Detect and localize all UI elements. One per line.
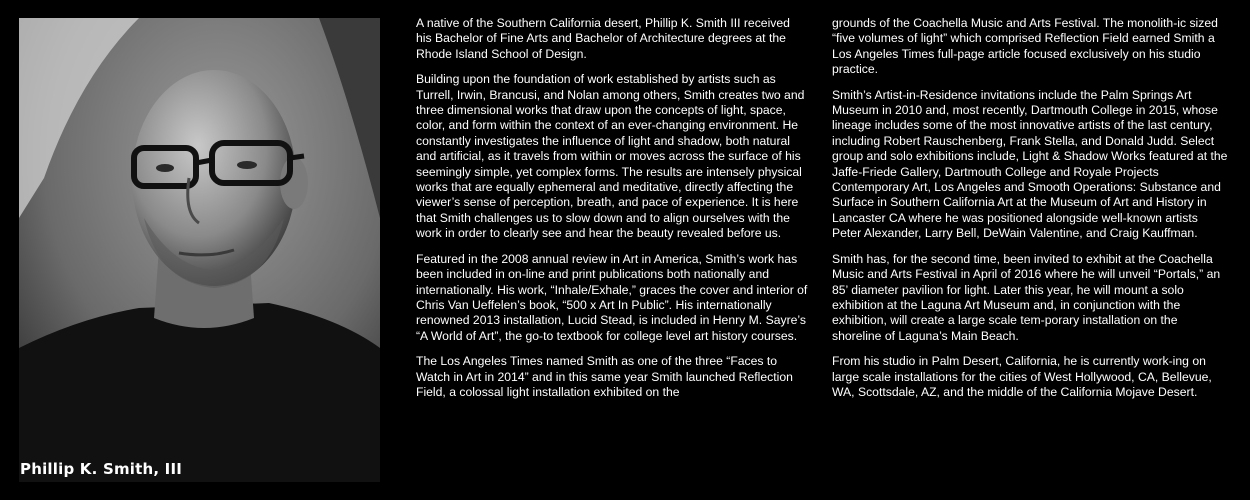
bio-paragraph: A native of the Southern California desert, Phillip K. Smith III received his Bachelor of Fine Arts and Bachelor of Architecture degrees at the Rhode Island School of Design.	[416, 16, 790, 61]
photo-caption: Phillip K. Smith, III	[20, 460, 183, 478]
bio-column-1	[416, 16, 808, 410]
portrait-illustration	[19, 18, 380, 482]
portrait-photo	[19, 18, 380, 482]
bio-paragraph: Smith’s Artist-in-Residence invitations include the Palm Springs Art Museum in 2010 and, most recently, Dartmouth College in 2015, whose lineage includes some of the most innovative artists of the last century, including Robert Rauschenberg, Frank Stella, and Donald Judd. Select group and solo exhibitions include, Light & Shadow Works featured at the Jaffe-Friede Gallery, Dartmouth College and Royale Projects Contemporary Art, Los Angeles and Smooth Operations: Substance and Surface in Southern California Art at the Museum of Art and History in Lancaster CA where he was positioned alongside well-known artists Peter Alexander, Larry Bell, DeWain Valentine, and Craig Kauffman.	[832, 87, 1228, 241]
bio-paragraph: Building upon the foundation of work established by artists such as Turrell, Irwin, Brancusi, and Nolan among others, Smith creates two and three dimensional works that draw upon the concepts of light, space, color, and form within the context of an ever-changing environment. He constantly investigates the influence of light and shadow, both natural and artificial, as it travels from within or moves across the surface of his seemingly simple, yet complex forms. The results are intensely physical works that are equally ephemeral and meditative, directly affecting the viewer’s sense of perception, breath, and pace of experience. It is here that Smith challenges us to slow down and to align ourselves with the work in order to clearly see and hear the beauty revealed before us.	[416, 72, 805, 241]
bio-paragraph: Smith has, for the second time, been invited to exhibit at the Coachella Music and Arts Festival in April of 2016 where he will unveil “Portals,” an 85’ diameter pavilion for light. Later this year, he will mount a solo exhibition at the Laguna Art Museum and, in conjunction with the exhibition, will create a large scale tem-porary installation on the shoreline of Laguna’s Main Beach.	[832, 251, 1221, 343]
bio-column-2	[832, 16, 1228, 410]
bio-paragraph: grounds of the Coachella Music and Arts Festival. The monolith-ic sized “five volumes of light” which comprised Reflection Field earned Smith a Los Angeles Times full-page article focused exclusively on his studio practice.	[832, 16, 1218, 77]
bio-paragraph: The Los Angeles Times named Smith as one of the three “Faces to Watch in Art in 2014” and in this same year Smith launched Reflection Field, a colossal light installation exhibited on the	[416, 354, 793, 399]
bio-paragraph: Featured in the 2008 annual review in Art in America, Smith’s work has been included in on-line and print publications both nationally and internationally. His work, “Inhale/Exhale,” graces the cover and interior of Chris Van Ueffelen’s book, “500 x Art In Public”. His internationally renowned 2013 installation, Lucid Stead, is included in Henry M. Sayre’s “A World of Art”, the go-to textbook for college level art history courses.	[416, 251, 808, 343]
bio-paragraph: From his studio in Palm Desert, California, he is currently work-ing on large scale installations for the cities of West Hollywood, CA, Bellevue, WA, Scottsdale, AZ, and the middle of the California Mojave Desert.	[832, 354, 1212, 399]
